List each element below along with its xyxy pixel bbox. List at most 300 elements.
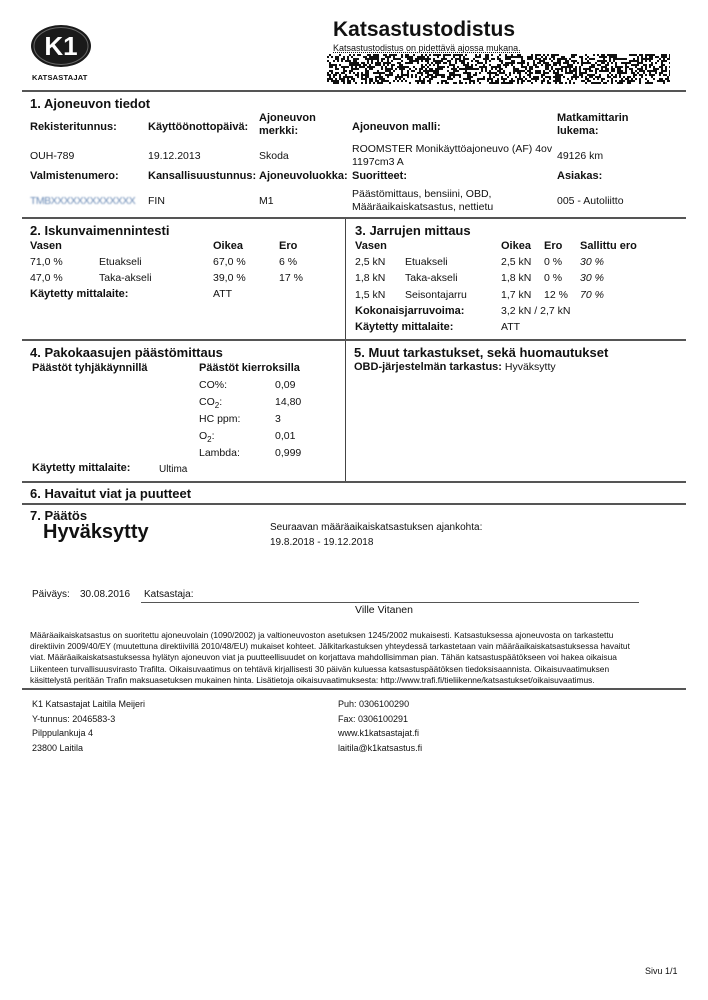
barcode-cell bbox=[377, 82, 379, 84]
barcode-cell bbox=[371, 68, 373, 70]
barcode-cell bbox=[433, 72, 435, 74]
barcode-cell bbox=[451, 74, 453, 76]
barcode-cell bbox=[473, 82, 475, 84]
barcode-cell bbox=[595, 72, 597, 74]
barcode-cell bbox=[407, 72, 409, 74]
barcode-cell bbox=[385, 68, 387, 70]
barcode-cell bbox=[433, 60, 435, 62]
barcode-cell bbox=[417, 72, 419, 74]
barcode-cell bbox=[429, 82, 431, 84]
company-street: Pilppulankuja 4 bbox=[32, 728, 94, 738]
barcode-cell bbox=[507, 64, 509, 66]
barcode-cell bbox=[421, 66, 423, 68]
company-email[interactable]: laitila@k1katsastus.fi bbox=[338, 742, 423, 753]
barcode-cell bbox=[447, 82, 449, 84]
barcode-cell bbox=[545, 64, 547, 66]
barcode-cell bbox=[637, 62, 639, 64]
first-use-label: Käyttöönottopäivä: bbox=[148, 121, 249, 133]
barcode-cell bbox=[491, 72, 493, 74]
barcode-cell bbox=[537, 76, 539, 78]
barcode-cell bbox=[413, 70, 415, 72]
barcode-cell bbox=[579, 68, 581, 70]
barcode-cell bbox=[343, 72, 345, 74]
shock-device-label: Käytetty mittalaite: bbox=[30, 288, 129, 300]
barcode-cell bbox=[437, 62, 439, 64]
barcode-cell bbox=[425, 64, 427, 66]
barcode-cell bbox=[353, 54, 355, 56]
barcode-cell bbox=[393, 56, 395, 58]
brake-row-front-left: 2,5 kN bbox=[355, 256, 386, 268]
brake-header-allowed: Sallittu ero bbox=[580, 240, 637, 252]
barcode-cell bbox=[471, 76, 473, 78]
barcode-cell bbox=[331, 78, 333, 80]
barcode-cell bbox=[419, 78, 421, 80]
barcode-cell bbox=[447, 78, 449, 80]
barcode-cell bbox=[409, 58, 411, 60]
brake-device-label: Käytetty mittalaite: bbox=[355, 321, 454, 333]
barcode-cell bbox=[543, 80, 545, 82]
barcode-cell bbox=[621, 72, 623, 74]
barcode-cell bbox=[539, 54, 541, 56]
barcode-cell bbox=[597, 60, 599, 62]
barcode-cell bbox=[441, 74, 443, 76]
barcode-cell bbox=[495, 68, 497, 70]
barcode-cell bbox=[361, 72, 363, 74]
barcode-cell bbox=[435, 54, 437, 56]
barcode-cell bbox=[655, 56, 657, 58]
barcode-cell bbox=[419, 58, 421, 60]
barcode-cell bbox=[561, 74, 563, 76]
barcode-cell bbox=[341, 58, 343, 60]
barcode-cell bbox=[517, 68, 519, 70]
brake-row-parking-diff: 12 % bbox=[544, 289, 568, 301]
barcode-cell bbox=[621, 82, 623, 84]
barcode-cell bbox=[583, 62, 585, 64]
barcode-cell bbox=[335, 78, 337, 80]
barcode-cell bbox=[557, 62, 559, 64]
barcode-cell bbox=[633, 60, 635, 62]
barcode-cell bbox=[449, 64, 451, 66]
legal-text-line: direktiivin 2009/40/EY (muutettuna direktiivillä 2010/48/EU) mukaiset kohteet. Jälkitarkastuksen yhteydessä tarkastetaan vain määräaikaiskatsastuksessa havaitut bbox=[30, 641, 630, 652]
barcode-cell bbox=[547, 72, 549, 74]
barcode-cell bbox=[453, 72, 455, 74]
shock-row-front-left: 71,0 % bbox=[30, 256, 63, 268]
barcode-cell bbox=[543, 58, 545, 60]
barcode-cell bbox=[435, 62, 437, 64]
barcode-cell bbox=[331, 80, 333, 82]
barcode-cell bbox=[479, 78, 481, 80]
barcode-cell bbox=[453, 56, 455, 58]
barcode-cell bbox=[541, 74, 543, 76]
barcode-cell bbox=[401, 64, 403, 66]
barcode-cell bbox=[615, 74, 617, 76]
barcode-cell bbox=[639, 62, 641, 64]
emission-lambda-value: 0,999 bbox=[275, 447, 302, 459]
barcode-cell bbox=[547, 80, 549, 82]
barcode-cell bbox=[645, 58, 647, 60]
barcode-cell bbox=[473, 58, 475, 60]
inspector-label: Katsastaja: bbox=[144, 589, 194, 600]
barcode-cell bbox=[353, 60, 355, 62]
barcode-cell bbox=[415, 68, 417, 70]
barcode-cell bbox=[427, 72, 429, 74]
barcode-cell bbox=[425, 70, 427, 72]
barcode-cell bbox=[561, 58, 563, 60]
barcode-cell bbox=[601, 70, 603, 72]
barcode-cell bbox=[601, 60, 603, 62]
barcode-cell bbox=[531, 54, 533, 56]
barcode-cell bbox=[657, 60, 659, 62]
barcode-cell bbox=[481, 70, 483, 72]
emission-o2-value: 0,01 bbox=[275, 430, 296, 442]
barcode-cell bbox=[507, 62, 509, 64]
barcode-cell bbox=[567, 60, 569, 62]
barcode-cell bbox=[501, 78, 503, 80]
barcode-cell bbox=[643, 64, 645, 66]
barcode-cell bbox=[453, 66, 455, 68]
barcode-cell bbox=[413, 66, 415, 68]
barcode-cell bbox=[603, 56, 605, 58]
barcode-cell bbox=[471, 68, 473, 70]
barcode-cell bbox=[417, 82, 419, 84]
barcode-cell bbox=[387, 70, 389, 72]
barcode-cell bbox=[387, 76, 389, 78]
barcode-cell bbox=[631, 68, 633, 70]
barcode-cell bbox=[399, 76, 401, 78]
vehicle-class-label: Ajoneuvoluokka: bbox=[259, 170, 348, 182]
barcode-cell bbox=[653, 68, 655, 70]
decision-value: Hyväksytty bbox=[43, 521, 149, 543]
barcode-cell bbox=[619, 74, 621, 76]
barcode-cell bbox=[547, 76, 549, 78]
barcode-cell bbox=[333, 82, 335, 84]
barcode-cell bbox=[635, 78, 637, 80]
barcode-cell bbox=[475, 64, 477, 66]
barcode-cell bbox=[517, 80, 519, 82]
barcode-cell bbox=[363, 66, 365, 68]
barcode-cell bbox=[641, 54, 643, 56]
barcode-cell bbox=[491, 78, 493, 80]
barcode-cell bbox=[373, 66, 375, 68]
barcode-cell bbox=[379, 72, 381, 74]
barcode-cell bbox=[409, 56, 411, 58]
barcode-cell bbox=[377, 80, 379, 82]
barcode-cell bbox=[581, 60, 583, 62]
barcode-cell bbox=[539, 72, 541, 74]
barcode-cell bbox=[339, 76, 341, 78]
barcode-cell bbox=[629, 80, 631, 82]
barcode-cell bbox=[465, 68, 467, 70]
barcode-cell bbox=[479, 72, 481, 74]
barcode-cell bbox=[405, 74, 407, 76]
brake-row-rear-diff: 0 % bbox=[544, 272, 563, 284]
barcode-cell bbox=[535, 70, 537, 72]
barcode-cell bbox=[557, 60, 559, 62]
barcode-cell bbox=[399, 78, 401, 80]
section-1-title: 1. Ajoneuvon tiedot bbox=[30, 96, 151, 111]
barcode-cell bbox=[349, 54, 351, 56]
barcode-cell bbox=[589, 58, 591, 60]
barcode-cell bbox=[469, 76, 471, 78]
barcode-cell bbox=[445, 62, 447, 64]
company-website[interactable]: www.k1katsastajat.fi bbox=[338, 728, 420, 738]
barcode-cell bbox=[533, 76, 535, 78]
barcode-cell bbox=[469, 66, 471, 68]
barcode-cell bbox=[429, 70, 431, 72]
barcode-cell bbox=[657, 68, 659, 70]
barcode-cell bbox=[575, 78, 577, 80]
barcode-cell bbox=[593, 66, 595, 68]
barcode-cell bbox=[563, 62, 565, 64]
barcode-cell bbox=[601, 66, 603, 68]
barcode-cell bbox=[405, 80, 407, 82]
barcode-cell bbox=[379, 62, 381, 64]
barcode-cell bbox=[451, 64, 453, 66]
barcode-cell bbox=[381, 78, 383, 80]
barcode-cell bbox=[425, 58, 427, 60]
barcode-cell bbox=[395, 58, 397, 60]
barcode-cell bbox=[403, 78, 405, 80]
barcode-cell bbox=[501, 76, 503, 78]
barcode-cell bbox=[505, 78, 507, 80]
barcode-cell bbox=[551, 66, 553, 68]
barcode-cell bbox=[479, 82, 481, 84]
barcode-cell bbox=[337, 58, 339, 60]
barcode-cell bbox=[569, 80, 571, 82]
barcode-cell bbox=[517, 72, 519, 74]
barcode-cell bbox=[507, 82, 509, 84]
barcode-cell bbox=[639, 78, 641, 80]
barcode-cell bbox=[533, 62, 535, 64]
barcode-cell bbox=[531, 68, 533, 70]
barcode-cell bbox=[379, 76, 381, 78]
barcode-cell bbox=[431, 62, 433, 64]
barcode-cell bbox=[537, 78, 539, 80]
barcode-cell bbox=[463, 62, 465, 64]
logo-label: KATSASTAJAT bbox=[32, 73, 88, 82]
barcode-cell bbox=[365, 74, 367, 76]
barcode-cell bbox=[567, 78, 569, 80]
barcode-cell bbox=[625, 62, 627, 64]
barcode-cell bbox=[527, 64, 529, 66]
shock-header-right: Oikea bbox=[213, 240, 243, 252]
barcode-cell bbox=[353, 68, 355, 70]
barcode-cell bbox=[619, 76, 621, 78]
barcode-cell bbox=[337, 72, 339, 74]
barcode-cell bbox=[349, 64, 351, 66]
barcode-cell bbox=[615, 64, 617, 66]
barcode-cell bbox=[641, 60, 643, 62]
co2-label-suffix: : bbox=[219, 396, 223, 408]
barcode-cell bbox=[521, 58, 523, 60]
barcode-cell bbox=[591, 74, 593, 76]
barcode-cell bbox=[361, 66, 363, 68]
barcode-cell bbox=[343, 80, 345, 82]
barcode-cell bbox=[531, 82, 533, 84]
barcode-cell bbox=[463, 64, 465, 66]
barcode-cell bbox=[565, 68, 567, 70]
barcode-cell bbox=[529, 80, 531, 82]
barcode-cell bbox=[371, 66, 373, 68]
barcode-cell bbox=[357, 58, 359, 60]
barcode-cell bbox=[449, 54, 451, 56]
rpm-emissions-header: Päästöt kierroksilla bbox=[199, 362, 300, 374]
barcode-cell bbox=[427, 70, 429, 72]
barcode-cell bbox=[629, 68, 631, 70]
barcode-cell bbox=[639, 80, 641, 82]
barcode-cell bbox=[429, 54, 431, 56]
barcode-cell bbox=[507, 76, 509, 78]
barcode-cell bbox=[665, 56, 667, 58]
barcode-cell bbox=[629, 60, 631, 62]
make-label-line2: merkki: bbox=[259, 125, 299, 137]
barcode-cell bbox=[521, 78, 523, 80]
barcode-cell bbox=[589, 74, 591, 76]
barcode-cell bbox=[407, 66, 409, 68]
barcode-cell bbox=[549, 78, 551, 80]
emission-hc-label: HC ppm: bbox=[199, 413, 241, 425]
barcode-cell bbox=[585, 58, 587, 60]
barcode-cell bbox=[517, 56, 519, 58]
barcode-cell bbox=[405, 62, 407, 64]
barcode-cell bbox=[489, 76, 491, 78]
barcode-cell bbox=[623, 76, 625, 78]
barcode-cell bbox=[341, 78, 343, 80]
barcode-cell bbox=[593, 78, 595, 80]
barcode-cell bbox=[669, 72, 670, 74]
barcode-cell bbox=[467, 78, 469, 80]
barcode-cell bbox=[541, 82, 543, 84]
barcode-cell bbox=[525, 72, 527, 74]
registration-value: OUH-789 bbox=[30, 150, 75, 162]
barcode-cell bbox=[377, 56, 379, 58]
barcode-cell bbox=[637, 56, 639, 58]
barcode-cell bbox=[613, 68, 615, 70]
shock-header-diff: Ero bbox=[279, 240, 298, 252]
barcode-cell bbox=[425, 76, 427, 78]
barcode-cell bbox=[373, 54, 375, 56]
performed-value-line1: Päästömittaus, bensiini, OBD, bbox=[352, 188, 492, 200]
barcode-cell bbox=[455, 54, 457, 56]
barcode-cell bbox=[393, 54, 395, 56]
barcode-cell bbox=[375, 72, 377, 74]
barcode-cell bbox=[465, 58, 467, 60]
barcode-cell bbox=[535, 78, 537, 80]
barcode-cell bbox=[361, 76, 363, 78]
barcode-cell bbox=[497, 58, 499, 60]
barcode-cell bbox=[591, 76, 593, 78]
barcode-cell bbox=[555, 74, 557, 76]
barcode-cell bbox=[399, 68, 401, 70]
barcode-cell bbox=[441, 66, 443, 68]
barcode-cell bbox=[497, 64, 499, 66]
barcode-cell bbox=[517, 78, 519, 80]
barcode-cell bbox=[411, 76, 413, 78]
barcode-cell bbox=[631, 60, 633, 62]
barcode-cell bbox=[577, 76, 579, 78]
barcode-cell bbox=[591, 66, 593, 68]
barcode-cell bbox=[589, 68, 591, 70]
barcode-cell bbox=[375, 76, 377, 78]
barcode-cell bbox=[551, 56, 553, 58]
barcode-cell bbox=[599, 60, 601, 62]
barcode-cell bbox=[521, 70, 523, 72]
barcode-cell bbox=[405, 56, 407, 58]
barcode-cell bbox=[479, 54, 481, 56]
barcode-cell bbox=[379, 74, 381, 76]
barcode-cell bbox=[501, 60, 503, 62]
barcode-cell bbox=[463, 78, 465, 80]
barcode-cell bbox=[649, 82, 651, 84]
emission-device-label: Käytetty mittalaite: bbox=[32, 462, 131, 474]
barcode-cell bbox=[543, 54, 545, 56]
barcode-cell bbox=[669, 74, 670, 76]
barcode-cell bbox=[497, 70, 499, 72]
barcode-cell bbox=[335, 80, 337, 82]
barcode-cell bbox=[499, 58, 501, 60]
barcode-cell bbox=[649, 54, 651, 56]
barcode-cell bbox=[607, 70, 609, 72]
barcode-cell bbox=[623, 58, 625, 60]
barcode-cell bbox=[375, 56, 377, 58]
barcode-cell bbox=[555, 78, 557, 80]
barcode-cell bbox=[499, 66, 501, 68]
barcode-cell bbox=[505, 54, 507, 56]
barcode-cell bbox=[369, 58, 371, 60]
barcode-cell bbox=[541, 64, 543, 66]
emission-lambda-label: Lambda: bbox=[199, 447, 240, 459]
barcode-cell bbox=[437, 74, 439, 76]
barcode-cell bbox=[519, 74, 521, 76]
barcode-cell bbox=[441, 80, 443, 82]
barcode-cell bbox=[513, 56, 515, 58]
brake-row-front-right: 2,5 kN bbox=[501, 256, 532, 268]
emission-co-label: CO%: bbox=[199, 379, 228, 391]
barcode-cell bbox=[437, 70, 439, 72]
barcode-cell bbox=[555, 62, 557, 64]
barcode-cell bbox=[407, 76, 409, 78]
barcode-cell bbox=[367, 70, 369, 72]
barcode-cell bbox=[453, 68, 455, 70]
barcode-cell bbox=[345, 76, 347, 78]
barcode-cell bbox=[475, 60, 477, 62]
barcode-cell bbox=[565, 70, 567, 72]
barcode-cell bbox=[519, 56, 521, 58]
barcode-cell bbox=[633, 74, 635, 76]
barcode-cell bbox=[571, 66, 573, 68]
barcode-cell bbox=[537, 58, 539, 60]
barcode-cell bbox=[353, 80, 355, 82]
barcode-cell bbox=[505, 74, 507, 76]
barcode-cell bbox=[603, 82, 605, 84]
barcode-cell bbox=[437, 66, 439, 68]
barcode-cell bbox=[651, 64, 653, 66]
barcode-cell bbox=[653, 70, 655, 72]
barcode-cell bbox=[575, 54, 577, 56]
barcode-cell bbox=[651, 54, 653, 56]
barcode-cell bbox=[441, 68, 443, 70]
registration-label: Rekisteritunnus: bbox=[30, 121, 117, 133]
barcode-cell bbox=[553, 62, 555, 64]
barcode-cell bbox=[661, 64, 663, 66]
barcode-cell bbox=[627, 80, 629, 82]
section-4-title: 4. Pakokaasujen päästömittaus bbox=[30, 345, 223, 360]
barcode-cell bbox=[389, 72, 391, 74]
co2-label-base: CO bbox=[199, 396, 215, 408]
barcode-cell bbox=[611, 56, 613, 58]
barcode-cell bbox=[453, 76, 455, 78]
barcode-cell bbox=[435, 68, 437, 70]
